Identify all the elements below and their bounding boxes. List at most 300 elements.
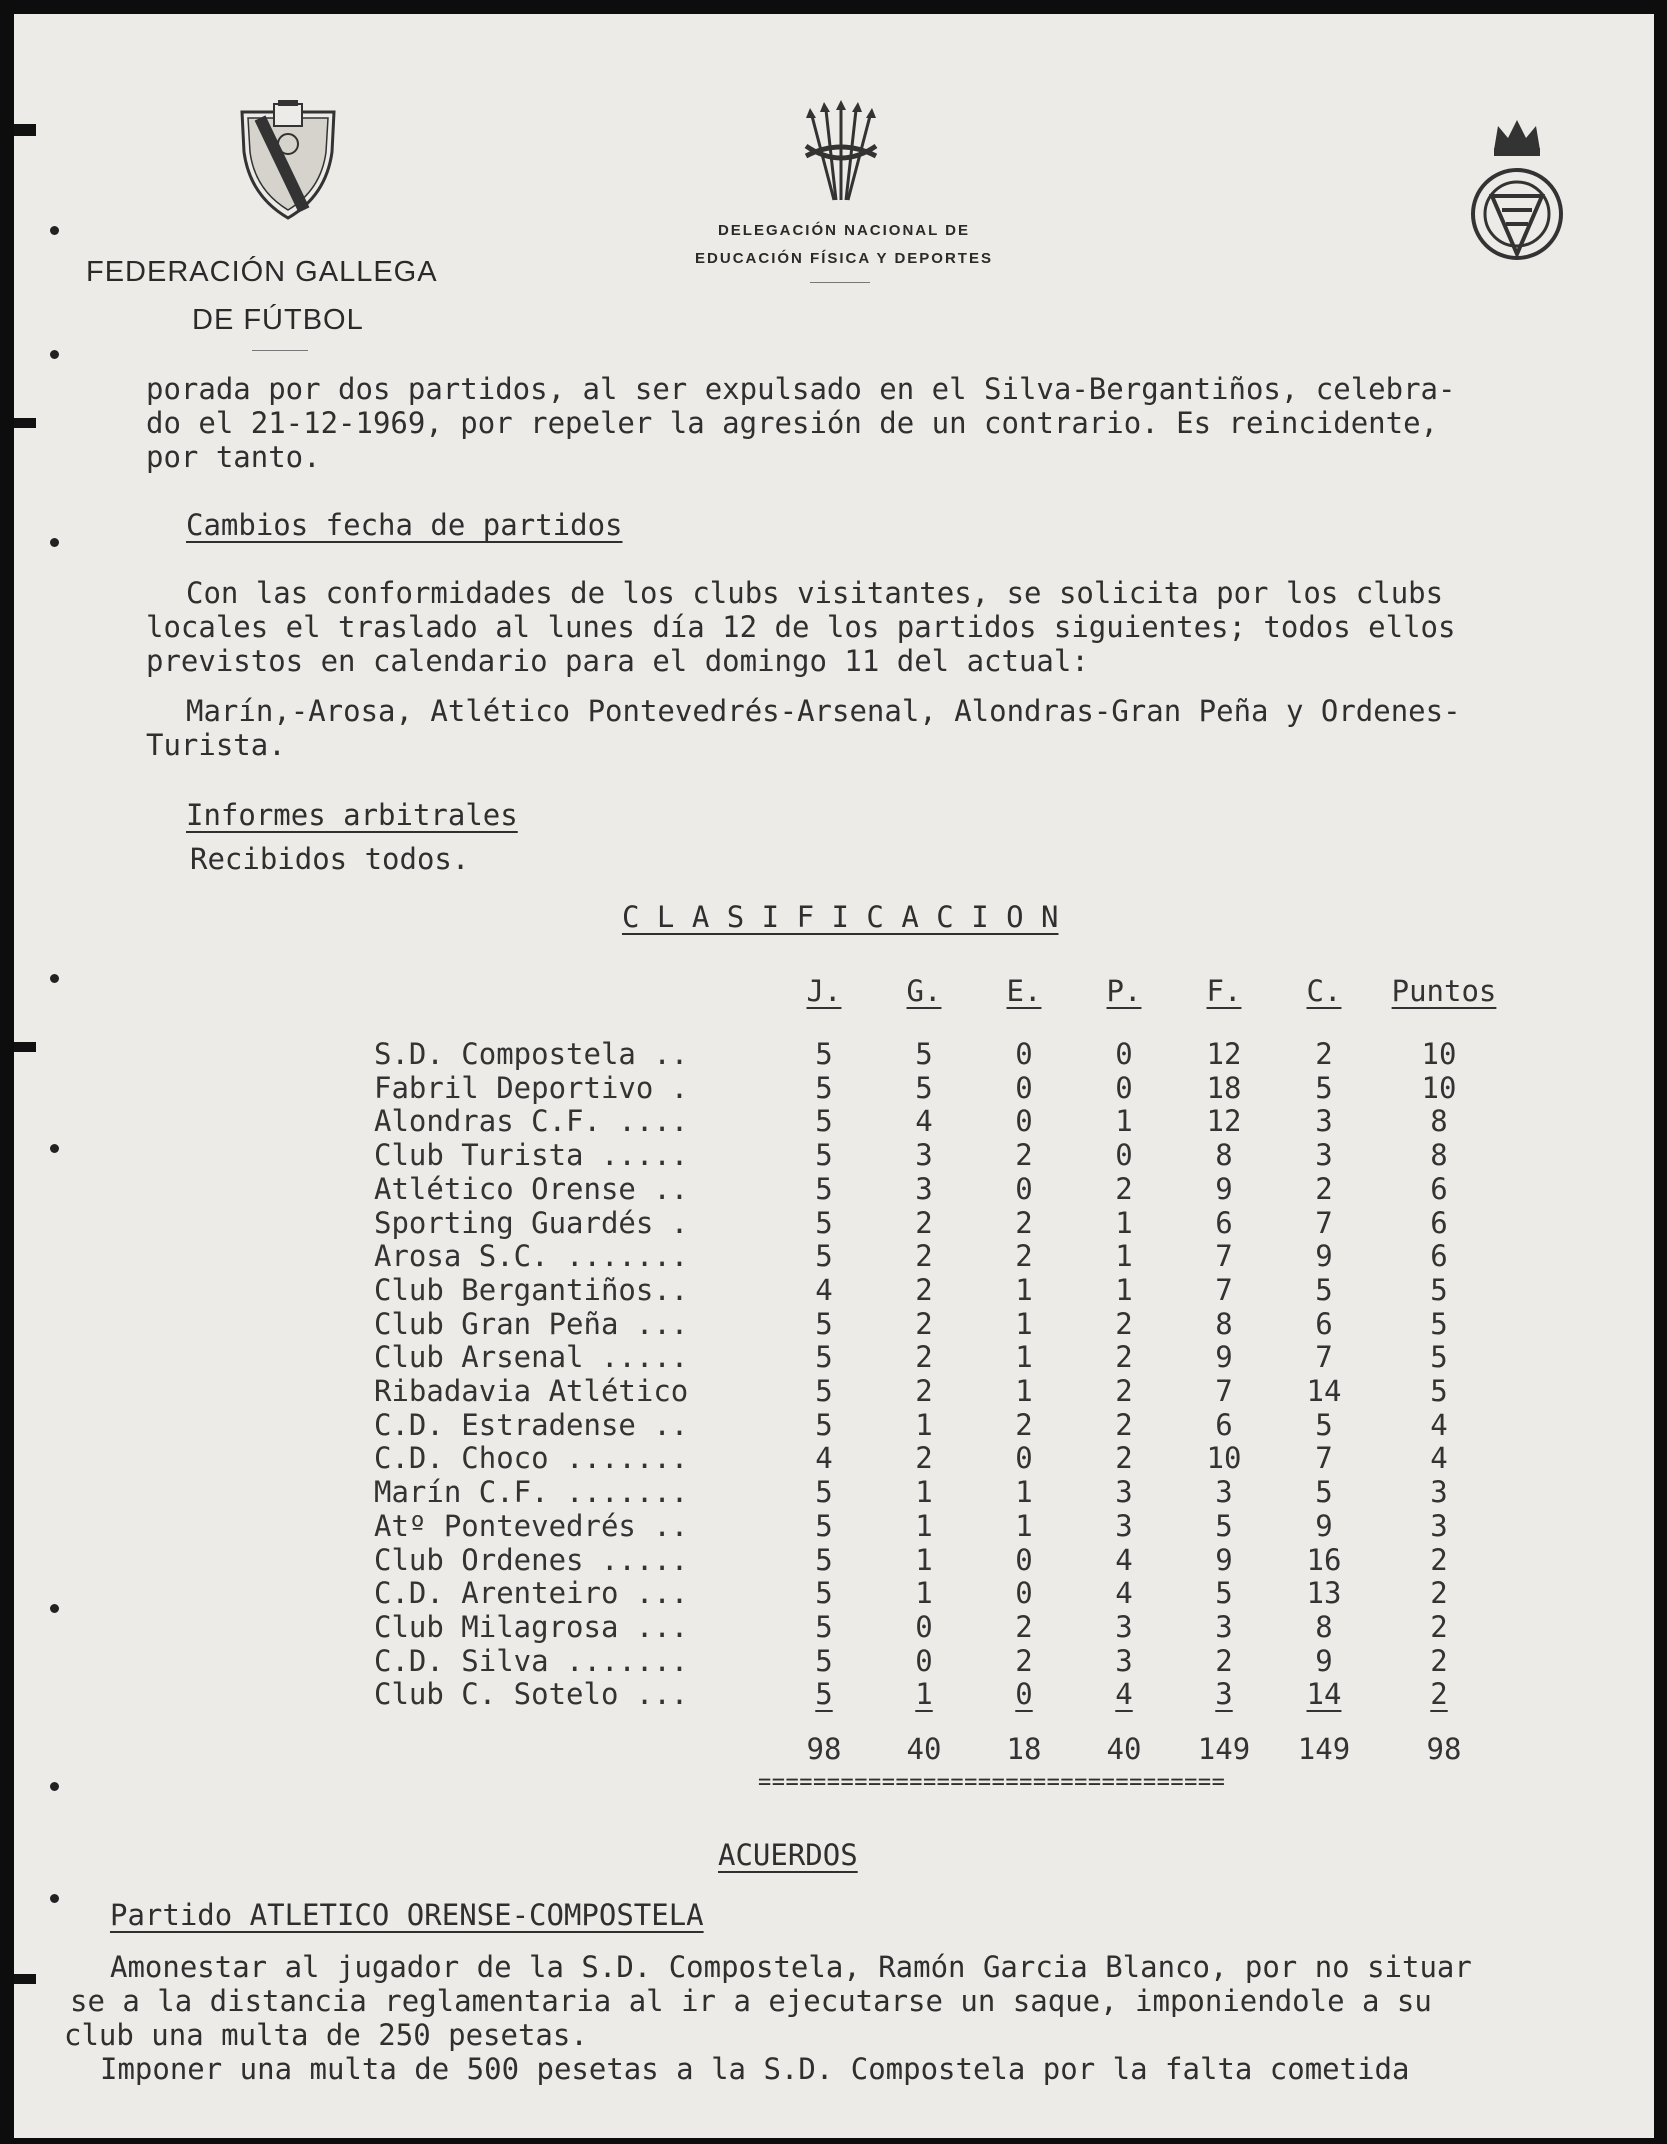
stat-cell (1174, 1442, 1274, 1476)
stat-value: 2 (1315, 1171, 1333, 1206)
stat-value: 2 (1015, 1609, 1033, 1644)
stat-value: 1 (915, 1542, 933, 1577)
stat-value: 9 (1215, 1340, 1233, 1375)
stat-cell (974, 1308, 1074, 1342)
table-row (374, 1139, 1504, 1173)
stat-value: 3 (1430, 1475, 1448, 1510)
stat-value: 9 (1315, 1239, 1333, 1274)
binding-mark (14, 1042, 36, 1052)
stat-cell (1374, 1207, 1504, 1241)
stat-value: 3 (915, 1171, 933, 1206)
cambios-paragraph-line: Con las conformidades de los clubs visitantes, se solicita por los clubs (186, 576, 1444, 610)
stat-cell (974, 1611, 1074, 1645)
stat-cell (874, 1577, 974, 1611)
stat-cell (1374, 1611, 1504, 1645)
stat-value: 0 (1015, 1677, 1033, 1712)
stat-cell (1374, 1409, 1504, 1443)
stat-cell (774, 1139, 874, 1173)
stat-cell (1274, 1341, 1374, 1375)
stat-cell (1274, 1375, 1374, 1409)
stat-value: 5 (1430, 1340, 1448, 1375)
stat-value: 5 (1215, 1576, 1233, 1611)
stat-value: 2 (1430, 1677, 1448, 1712)
club-name: Atlético Orense .. (374, 1171, 689, 1206)
stat-value: 0 (1015, 1104, 1033, 1139)
stat-cell (1074, 1409, 1174, 1443)
stat-value: 0 (1115, 1070, 1133, 1105)
stat-cell (1074, 1274, 1174, 1308)
stat-cell (974, 1207, 1074, 1241)
stat-cell (1074, 1678, 1174, 1712)
stat-value: 1 (1015, 1272, 1033, 1307)
stat-value: 5 (1215, 1508, 1233, 1543)
stat-value: 5 (1315, 1407, 1333, 1442)
arrows-yoke-emblem-icon (796, 100, 886, 210)
stat-value: 2 (1115, 1171, 1133, 1206)
column-header: J. (806, 974, 842, 1008)
stat-cell (1274, 1038, 1374, 1072)
table-row (374, 1105, 1504, 1139)
stat-value: 1 (1015, 1475, 1033, 1510)
acuerdos-line: Amonestar al jugador de la S.D. Compostela, Ramón Garcia Blanco, por no situar (110, 1950, 1472, 1984)
stat-value: 5 (815, 1037, 833, 1071)
stat-cell (1374, 1072, 1504, 1106)
cambios-matches-line: Turista. (146, 728, 286, 762)
stat-cell (974, 1544, 1074, 1578)
document-page (14, 14, 1654, 2138)
cambios-heading: Cambios fecha de partidos (186, 508, 623, 542)
stat-cell (1374, 1308, 1504, 1342)
stat-cell (874, 1375, 974, 1409)
stat-cell (974, 1105, 1074, 1139)
stat-cell (1074, 1577, 1174, 1611)
stat-value: 8 (1430, 1104, 1448, 1139)
stat-cell (874, 1274, 974, 1308)
club-name: Sporting Guardés . (374, 1205, 689, 1240)
stat-cell (974, 1173, 1074, 1207)
stat-cell (1174, 1375, 1274, 1409)
stat-value: 2 (1430, 1609, 1448, 1644)
stat-value: 7 (1315, 1205, 1333, 1240)
stat-value: 4 (1430, 1407, 1448, 1442)
stat-value: 2 (1315, 1037, 1333, 1071)
stat-cell (874, 1544, 974, 1578)
stat-cell (1174, 1611, 1274, 1645)
stat-value: 3 (1315, 1104, 1333, 1139)
stat-value: 9 (1215, 1171, 1233, 1206)
stat-cell (1074, 1207, 1174, 1241)
stat-cell (1174, 1207, 1274, 1241)
stat-value: 2 (915, 1374, 933, 1409)
table-row (374, 1645, 1504, 1679)
stat-value: 9 (1315, 1643, 1333, 1678)
stat-cell (1174, 1308, 1274, 1342)
stat-value: 1 (915, 1677, 933, 1712)
stat-cell (774, 1510, 874, 1544)
stat-value: 5 (1430, 1306, 1448, 1341)
stat-cell (1374, 1341, 1504, 1375)
stat-value: 7 (1315, 1441, 1333, 1476)
stat-cell (974, 1375, 1074, 1409)
stat-value: 1 (915, 1576, 933, 1611)
stat-cell (774, 1173, 874, 1207)
stat-value: 7 (1215, 1272, 1233, 1307)
stat-value: 6 (1430, 1239, 1448, 1274)
stat-cell (874, 1308, 974, 1342)
stat-value: 5 (815, 1508, 833, 1543)
stat-value: 10 (1421, 1037, 1457, 1071)
stat-cell (1174, 1274, 1274, 1308)
stat-value: 1 (1015, 1306, 1033, 1341)
acuerdos-line: Imponer una multa de 500 pesetas a la S.D. Compostela por la falta cometida (100, 2052, 1410, 2086)
stat-value: 2 (1115, 1306, 1133, 1341)
stat-cell (1074, 1038, 1174, 1072)
club-name: Club C. Sotelo ... (374, 1677, 689, 1712)
stat-value: 3 (1215, 1475, 1233, 1510)
club-name: Club Milagrosa ... (374, 1609, 689, 1644)
stat-value: 0 (1015, 1037, 1033, 1071)
club-name: Ribadavia Atlético (374, 1374, 689, 1409)
stat-cell (1374, 1645, 1504, 1679)
total-value: 98 (806, 1732, 842, 1766)
double-rule: ================================== (758, 1770, 1226, 1795)
stat-value: 5 (815, 1407, 833, 1442)
stat-cell (1374, 1544, 1504, 1578)
binding-mark (14, 1974, 36, 1984)
stat-value: 4 (1430, 1441, 1448, 1476)
stat-cell (1174, 1544, 1274, 1578)
stat-value: 4 (915, 1104, 933, 1139)
stat-value: 0 (1115, 1138, 1133, 1173)
stat-cell (874, 1341, 974, 1375)
table-row (374, 1577, 1504, 1611)
federation-name-line2: DE FÚTBOL (192, 304, 364, 336)
stat-cell (1374, 1375, 1504, 1409)
stat-cell (774, 1308, 874, 1342)
club-name: Club Ordenes ..... (374, 1542, 689, 1577)
stat-value: 2 (1430, 1542, 1448, 1577)
club-name: C.D. Choco ....... (374, 1441, 689, 1476)
cambios-paragraph-line: locales el traslado al lunes día 12 de los partidos siguientes; todos ellos (146, 610, 1456, 644)
stat-value: 1 (1115, 1205, 1133, 1240)
clasificacion-table (374, 1038, 1504, 1712)
club-name: Fabril Deportivo . (374, 1070, 689, 1105)
stat-value: 3 (1315, 1138, 1333, 1173)
stat-value: 3 (1430, 1508, 1448, 1543)
stat-value: 4 (815, 1272, 833, 1307)
stat-value: 5 (815, 1643, 833, 1678)
stat-cell (774, 1442, 874, 1476)
stat-value: 7 (1215, 1374, 1233, 1409)
acuerdos-subheading: Partido ATLETICO ORENSE-COMPOSTELA (110, 1898, 704, 1932)
column-header: G. (906, 974, 942, 1008)
stat-value: 12 (1206, 1037, 1242, 1071)
stat-value: 5 (815, 1171, 833, 1206)
table-row (374, 1072, 1504, 1106)
stat-cell (774, 1678, 874, 1712)
stat-value: 13 (1306, 1576, 1342, 1611)
cambios-matches-line: Marín,-Arosa, Atlético Pontevedrés-Arsenal, Alondras-Gran Peña y Ordenes- (186, 694, 1461, 728)
table-row (374, 1173, 1504, 1207)
stat-cell (774, 1341, 874, 1375)
stat-value: 14 (1306, 1677, 1342, 1712)
stat-cell (1074, 1240, 1174, 1274)
stat-cell (1074, 1072, 1174, 1106)
stat-value: 7 (1315, 1340, 1333, 1375)
stat-cell (874, 1038, 974, 1072)
stat-value: 5 (815, 1070, 833, 1105)
table-row (374, 1038, 1504, 1072)
stat-value: 2 (1015, 1407, 1033, 1442)
stat-value: 5 (1430, 1374, 1448, 1409)
stat-cell (1074, 1476, 1174, 1510)
table-row (374, 1544, 1504, 1578)
club-name: Club Turista ..... (374, 1138, 689, 1173)
stat-value: 1 (1015, 1374, 1033, 1409)
stat-cell (774, 1105, 874, 1139)
stat-cell (974, 1510, 1074, 1544)
table-row (374, 1678, 1504, 1712)
stat-value: 5 (815, 1374, 833, 1409)
column-header: F. (1206, 974, 1242, 1008)
federation-crest-icon (238, 98, 338, 222)
club-name: C.D. Silva ....... (374, 1643, 689, 1678)
stat-value: 8 (1430, 1138, 1448, 1173)
stat-cell (1274, 1442, 1374, 1476)
stat-value: 1 (915, 1475, 933, 1510)
stat-value: 6 (1430, 1171, 1448, 1206)
stat-value: 0 (1015, 1542, 1033, 1577)
stat-cell (974, 1038, 1074, 1072)
stat-value: 8 (1215, 1138, 1233, 1173)
club-name: Atº Pontevedrés .. (374, 1508, 689, 1543)
stat-cell (774, 1375, 874, 1409)
stat-value: 5 (815, 1104, 833, 1139)
stat-cell (1174, 1577, 1274, 1611)
stat-cell (774, 1611, 874, 1645)
stat-cell (1174, 1510, 1274, 1544)
stat-value: 12 (1206, 1104, 1242, 1139)
club-name: Club Bergantiños.. (374, 1272, 689, 1307)
stat-cell (1174, 1476, 1274, 1510)
delegation-line1: DELEGACIÓN NACIONAL DE (717, 222, 971, 239)
stat-value: 7 (1215, 1239, 1233, 1274)
stat-cell (1374, 1476, 1504, 1510)
column-header: E. (1006, 974, 1042, 1008)
stat-value: 3 (1215, 1609, 1233, 1644)
stat-cell (1374, 1442, 1504, 1476)
stat-cell (1074, 1611, 1174, 1645)
stat-value: 3 (1115, 1609, 1133, 1644)
stat-cell (1274, 1510, 1374, 1544)
stat-cell (974, 1072, 1074, 1106)
stat-value: 9 (1215, 1542, 1233, 1577)
stat-cell (974, 1476, 1074, 1510)
table-row (374, 1409, 1504, 1443)
stat-cell (1274, 1274, 1374, 1308)
binding-mark (14, 124, 36, 136)
stat-value: 1 (1015, 1340, 1033, 1375)
table-row (374, 1476, 1504, 1510)
stat-value: 5 (1430, 1272, 1448, 1307)
stat-value: 10 (1206, 1441, 1242, 1476)
stat-cell (1074, 1173, 1174, 1207)
stat-cell (874, 1240, 974, 1274)
stat-value: 5 (815, 1340, 833, 1375)
stat-cell (1274, 1207, 1374, 1241)
stat-cell (874, 1409, 974, 1443)
stat-value: 5 (815, 1576, 833, 1611)
stat-value: 4 (1115, 1677, 1133, 1712)
stat-cell (874, 1173, 974, 1207)
stat-cell (1374, 1139, 1504, 1173)
column-header: C. (1306, 974, 1342, 1008)
club-name: C.D. Arenteiro ... (374, 1576, 689, 1611)
stat-value: 1 (1115, 1272, 1133, 1307)
stat-value: 5 (815, 1239, 833, 1274)
intro-line: por tanto. (146, 440, 321, 474)
stat-value: 5 (815, 1475, 833, 1510)
stat-cell (774, 1544, 874, 1578)
total-value: 149 (1297, 1732, 1351, 1766)
stat-cell (1174, 1038, 1274, 1072)
total-value: 18 (1006, 1732, 1042, 1766)
stat-value: 9 (1315, 1508, 1333, 1543)
stat-cell (774, 1645, 874, 1679)
stat-value: 0 (1015, 1576, 1033, 1611)
stat-cell (1274, 1173, 1374, 1207)
stat-value: 2 (1430, 1643, 1448, 1678)
stat-cell (1274, 1139, 1374, 1173)
stat-value: 5 (815, 1542, 833, 1577)
stat-cell (1074, 1645, 1174, 1679)
stat-cell (1174, 1240, 1274, 1274)
stat-cell (774, 1577, 874, 1611)
table-row (374, 1341, 1504, 1375)
acuerdos-line: club una multa de 250 pesetas. (64, 2018, 588, 2052)
stat-cell (1374, 1105, 1504, 1139)
stat-cell (774, 1240, 874, 1274)
stat-cell (1274, 1476, 1374, 1510)
stat-cell (974, 1341, 1074, 1375)
stat-value: 2 (1215, 1643, 1233, 1678)
total-value: 40 (1106, 1732, 1142, 1766)
stat-cell (1274, 1105, 1374, 1139)
stat-value: 0 (915, 1609, 933, 1644)
stat-cell (774, 1476, 874, 1510)
stat-value: 5 (815, 1609, 833, 1644)
stat-value: 6 (1315, 1306, 1333, 1341)
stat-value: 1 (915, 1407, 933, 1442)
club-name: Marín C.F. ....... (374, 1475, 689, 1510)
stat-cell (974, 1678, 1074, 1712)
stat-value: 1 (1115, 1104, 1133, 1139)
total-value: 98 (1426, 1732, 1462, 1766)
stat-cell (1374, 1173, 1504, 1207)
club-name: Alondras C.F. .... (374, 1104, 689, 1139)
binding-mark (14, 418, 36, 428)
stat-value: 5 (815, 1677, 833, 1712)
stat-cell (974, 1442, 1074, 1476)
table-row (374, 1308, 1504, 1342)
stat-cell (1074, 1105, 1174, 1139)
table-row (374, 1274, 1504, 1308)
stat-value: 2 (1115, 1374, 1133, 1409)
stat-cell (874, 1678, 974, 1712)
stat-cell (1174, 1105, 1274, 1139)
stat-cell (974, 1240, 1074, 1274)
stat-value: 8 (1315, 1609, 1333, 1644)
stat-value: 8 (1215, 1306, 1233, 1341)
stat-cell (1274, 1308, 1374, 1342)
club-name: Club Gran Peña ... (374, 1306, 689, 1341)
total-value: 40 (906, 1732, 942, 1766)
stat-cell (1274, 1409, 1374, 1443)
stat-value: 2 (1115, 1340, 1133, 1375)
stat-value: 16 (1306, 1542, 1342, 1577)
stat-cell (874, 1645, 974, 1679)
stat-value: 2 (915, 1340, 933, 1375)
stat-value: 5 (815, 1205, 833, 1240)
total-value: 149 (1197, 1732, 1251, 1766)
column-header: P. (1106, 974, 1142, 1008)
stat-cell (774, 1207, 874, 1241)
stat-cell (1374, 1038, 1504, 1072)
stat-value: 3 (1115, 1475, 1133, 1510)
stat-value: 2 (1430, 1576, 1448, 1611)
stat-value: 2 (915, 1239, 933, 1274)
stat-cell (874, 1207, 974, 1241)
stat-cell (1174, 1409, 1274, 1443)
informes-heading: Informes arbitrales (186, 798, 518, 832)
stat-value: 3 (1215, 1677, 1233, 1712)
stat-value: 2 (1115, 1407, 1133, 1442)
stat-value: 5 (1315, 1475, 1333, 1510)
stat-value: 0 (1015, 1171, 1033, 1206)
stat-value: 0 (1015, 1070, 1033, 1105)
stat-cell (774, 1072, 874, 1106)
stat-value: 2 (915, 1205, 933, 1240)
stat-value: 2 (1015, 1205, 1033, 1240)
table-row (374, 1375, 1504, 1409)
intro-line: do el 21-12-1969, por repeler la agresión de un contrario. Es reincidente, (146, 406, 1439, 440)
stat-cell (1274, 1611, 1374, 1645)
table-row (374, 1611, 1504, 1645)
stat-value: 0 (915, 1643, 933, 1678)
stat-value: 5 (1315, 1272, 1333, 1307)
stat-cell (1274, 1240, 1374, 1274)
stat-value: 2 (1115, 1441, 1133, 1476)
table-row (374, 1207, 1504, 1241)
royal-crown-crest-icon (1462, 114, 1572, 264)
stat-cell (1074, 1375, 1174, 1409)
stat-value: 2 (1015, 1643, 1033, 1678)
stat-cell (874, 1442, 974, 1476)
acuerdos-heading: ACUERDOS (718, 1838, 858, 1872)
stat-cell (774, 1038, 874, 1072)
stat-cell (774, 1274, 874, 1308)
stat-cell (1374, 1274, 1504, 1308)
stat-cell (874, 1476, 974, 1510)
stat-value: 3 (1115, 1508, 1133, 1543)
stat-value: 2 (915, 1306, 933, 1341)
stat-value: 10 (1421, 1070, 1457, 1105)
stat-value: 1 (915, 1508, 933, 1543)
stat-cell (974, 1139, 1074, 1173)
stat-value: 18 (1206, 1070, 1242, 1105)
stat-cell (874, 1611, 974, 1645)
club-name: Arosa S.C. ....... (374, 1239, 689, 1274)
